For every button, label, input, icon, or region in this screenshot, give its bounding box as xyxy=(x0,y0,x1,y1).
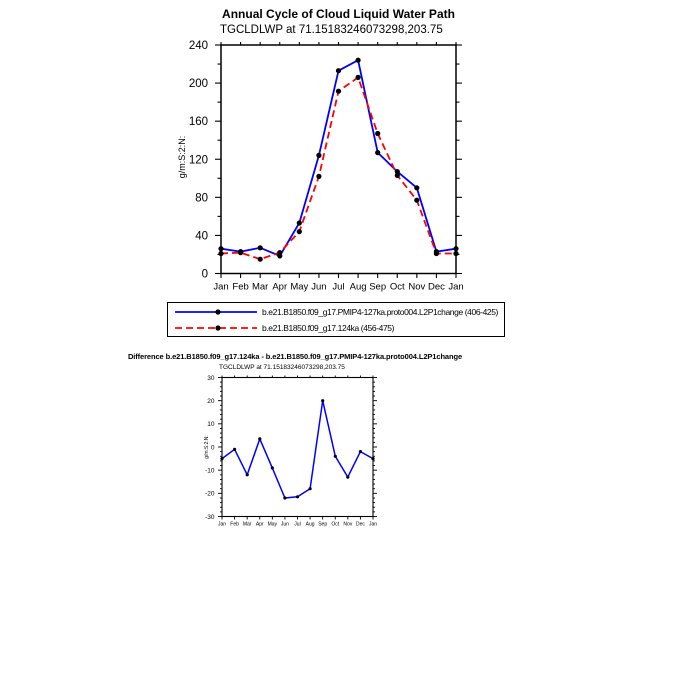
data-point-marker xyxy=(359,450,362,453)
data-point-marker xyxy=(246,473,249,476)
difference-chart-series-line-0 xyxy=(222,401,373,498)
main-chart-x-tick-label: Dec xyxy=(427,281,445,293)
data-point-marker xyxy=(271,466,274,469)
data-point-marker xyxy=(375,131,380,136)
main-chart-x-tick-label: Feb xyxy=(232,281,249,293)
data-point-marker xyxy=(414,198,419,203)
difference-chart-title: Difference b.e21.B1850.f09_g17.124ka - b.e21.B1850.f09_g17.PMIP4-127ka.proto004.L2P1change xyxy=(127,352,463,361)
data-point-marker xyxy=(316,153,321,158)
data-point-marker xyxy=(316,174,321,179)
difference-chart-x-tick-label: Nov xyxy=(343,521,353,528)
data-point-marker xyxy=(336,89,341,94)
main-chart xyxy=(189,40,464,292)
main-chart-y-axis-label: g/m:S:2:N: xyxy=(177,135,187,179)
main-chart-y-tick-label: 40 xyxy=(195,230,208,243)
difference-chart-y-axis-label: g/m:S:2:N: xyxy=(204,435,210,459)
data-point-marker xyxy=(336,68,341,73)
main-chart-title: Annual Cycle of Cloud Liquid Water Path xyxy=(222,7,455,21)
main-chart-x-tick-label: Jul xyxy=(332,281,345,293)
main-chart-x-tick-label: Jun xyxy=(311,281,327,293)
difference-chart-y-tick-label: 0 xyxy=(210,444,215,452)
difference-chart-subtitle: TGCLDLWP at 71.15183246073298,203.75 xyxy=(219,364,345,371)
difference-chart-y-tick-label: 10 xyxy=(207,421,215,429)
difference-chart-y-axis xyxy=(205,375,377,521)
main-chart-x-tick-label: May xyxy=(290,281,309,293)
data-point-marker xyxy=(321,399,324,402)
data-point-marker xyxy=(220,457,223,460)
difference-chart-x-tick-label: Feb xyxy=(230,521,239,528)
data-point-marker xyxy=(309,487,312,490)
difference-chart-x-tick-label: Mar xyxy=(242,521,252,528)
data-point-marker xyxy=(238,250,243,255)
data-point-marker xyxy=(371,457,374,460)
data-point-marker xyxy=(283,496,286,499)
main-chart-y-tick-label: 160 xyxy=(188,116,208,129)
data-point-marker xyxy=(356,58,361,63)
legend-label-pmip4-127ka: b.e21.B1850.f09_g17.PMIP4-127ka.proto004.L2P1change (406-425) xyxy=(262,306,498,317)
difference-chart-x-tick-label: May xyxy=(267,521,278,528)
difference-chart-x-tick-label: Jan xyxy=(368,521,378,528)
data-point-marker xyxy=(218,246,223,251)
legend-line-sample-red-dashed xyxy=(173,322,259,334)
main-chart-subtitle: TGCLDLWP at 71.15183246073298,203.75 xyxy=(220,24,443,36)
difference-chart xyxy=(205,375,377,528)
difference-chart-x-tick-label: Sep xyxy=(318,521,328,528)
main-chart-x-tick-label: Mar xyxy=(251,281,269,293)
data-point-marker xyxy=(218,251,223,256)
difference-chart-x-tick-label: Jan xyxy=(217,521,227,528)
difference-chart-y-tick-label: -20 xyxy=(205,490,215,498)
main-chart-x-tick-label: Sep xyxy=(369,281,387,293)
data-point-marker xyxy=(356,75,361,80)
difference-chart-x-tick-label: Dec xyxy=(355,521,365,528)
main-chart-series-line-1 xyxy=(221,77,456,259)
data-point-marker xyxy=(258,437,261,440)
main-chart-y-tick-label: 0 xyxy=(201,268,208,281)
data-point-marker xyxy=(395,173,400,178)
main-chart-y-tick-label: 120 xyxy=(188,154,208,167)
main-chart-x-tick-label: Aug xyxy=(349,281,367,293)
data-point-marker xyxy=(434,251,439,256)
main-chart-x-tick-label: Apr xyxy=(272,281,288,293)
data-point-marker xyxy=(453,251,458,256)
difference-chart-y-tick-label: -30 xyxy=(205,513,215,521)
main-chart-x-tick-label: Jan xyxy=(448,281,464,293)
legend-box xyxy=(167,302,505,337)
main-chart-x-axis xyxy=(213,42,463,293)
data-point-marker xyxy=(346,476,349,479)
main-chart-series-0 xyxy=(218,58,458,259)
main-chart-frame xyxy=(221,45,456,274)
legend-item-124ka xyxy=(173,320,504,336)
legend-line-sample-blue-solid xyxy=(173,306,259,318)
difference-chart-x-tick-label: Apr xyxy=(255,521,264,528)
data-point-marker xyxy=(453,246,458,251)
main-chart-x-tick-label: Jan xyxy=(213,281,229,293)
difference-chart-y-tick-label: -10 xyxy=(205,467,215,475)
main-chart-x-tick-label: Nov xyxy=(408,281,426,293)
data-point-marker xyxy=(258,257,263,262)
difference-chart-x-axis xyxy=(218,376,377,528)
difference-chart-x-tick-label: Jun xyxy=(280,521,289,528)
legend-item-pmip4-127ka xyxy=(173,304,504,320)
main-chart-series-1 xyxy=(218,75,458,262)
data-point-marker xyxy=(258,245,263,250)
data-point-marker xyxy=(297,229,302,234)
main-chart-y-tick-label: 240 xyxy=(188,40,208,53)
data-point-marker xyxy=(414,185,419,190)
data-point-marker xyxy=(375,150,380,155)
data-point-marker xyxy=(296,495,299,498)
main-chart-y-axis xyxy=(189,40,462,281)
difference-chart-y-tick-label: 30 xyxy=(207,374,215,382)
data-point-marker xyxy=(334,455,337,458)
legend-label-124ka: b.e21.B1850.f09_g17.124ka (456-475) xyxy=(262,322,395,333)
difference-chart-x-tick-label: Jul xyxy=(294,521,301,528)
difference-chart-series-0 xyxy=(220,399,374,500)
data-point-marker xyxy=(277,250,282,255)
main-chart-x-tick-label: Oct xyxy=(389,281,405,293)
data-point-marker xyxy=(297,220,302,225)
data-point-marker xyxy=(233,448,236,451)
difference-chart-x-tick-label: Aug xyxy=(305,521,315,528)
difference-chart-y-tick-label: 20 xyxy=(207,397,215,405)
main-chart-y-tick-label: 200 xyxy=(188,78,208,91)
difference-chart-x-tick-label: Oct xyxy=(331,521,340,528)
main-chart-y-tick-label: 80 xyxy=(195,192,208,205)
